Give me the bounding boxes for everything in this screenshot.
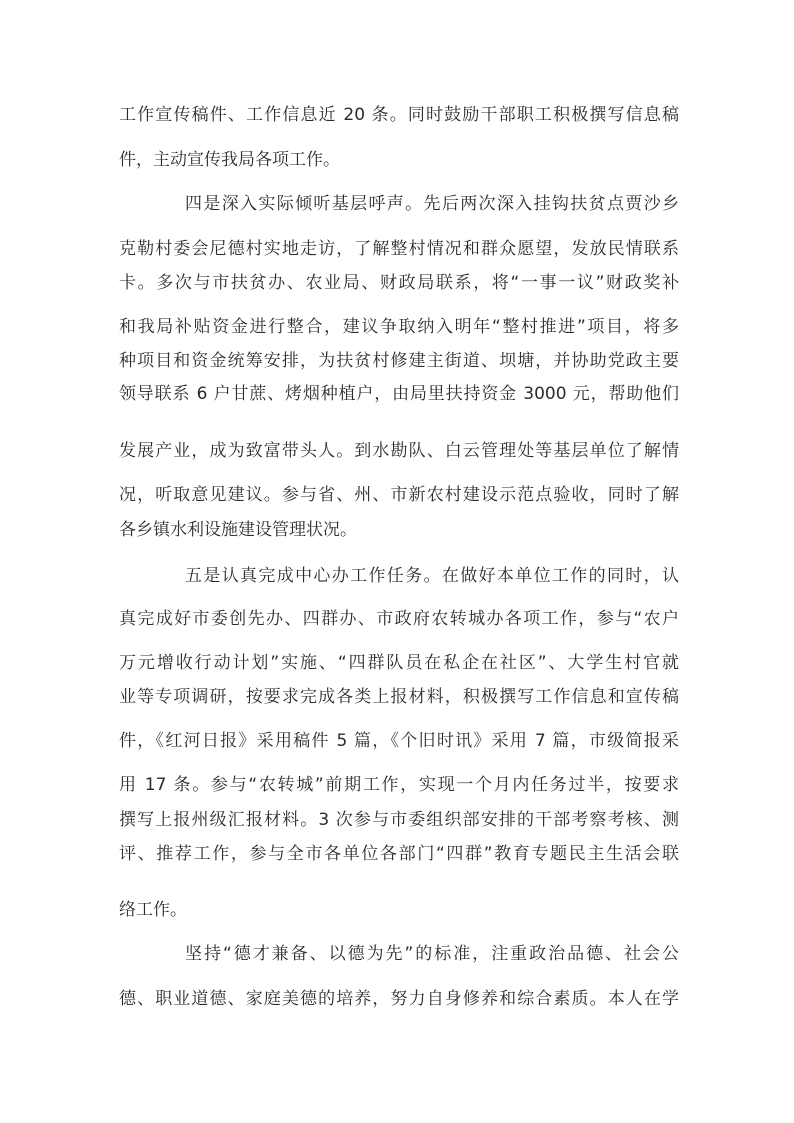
text-line: 撰写上报州级汇报材料。3 次参与市委组织部安排的干部考察考核、测 bbox=[119, 810, 679, 830]
text-line: 工作宣传稿件、工作信息近 20 条。同时鼓励干部职工积极撰写信息稿 bbox=[119, 105, 679, 125]
text-line: 评、推荐工作，参与全市各单位各部门“四群”教育专题民主生活会联 bbox=[119, 844, 679, 864]
paragraph-first-line: 坚持“德才兼备、以德为先”的标准，注重政治品德、社会公 bbox=[185, 944, 679, 964]
text-line: 德、职业道德、家庭美德的培养，努力自身修养和综合素质。本人在学 bbox=[119, 989, 679, 1009]
text-line: 克勒村委会尼德村实地走访，了解整村情况和群众愿望，发放民情联系 bbox=[119, 239, 679, 259]
text-line: 络工作。 bbox=[119, 900, 187, 920]
text-line: 件，主动宣传我局各项工作。 bbox=[119, 150, 340, 170]
paragraph-first-line: 五是认真完成中心办工作任务。在做好本单位工作的同时，认 bbox=[185, 566, 679, 586]
text-line: 卡。多次与市扶贫办、农业局、财政局联系，将“一事一议”财政奖补 bbox=[119, 273, 679, 293]
text-line: 业等专项调研，按要求完成各类上报材料，积极撰写工作信息和宣传稿 bbox=[119, 687, 679, 707]
text-line: 件，《红河日报》采用稿件 5 篇，《个旧时讯》采用 7 篇，市级简报采 bbox=[119, 731, 679, 751]
paragraph-first-line: 四是深入实际倾听基层呼声。先后两次深入挂钩扶贫点贾沙乡 bbox=[185, 194, 679, 214]
text-line: 真完成好市委创先办、四群办、市政府农转城办各项工作，参与“农户 bbox=[119, 609, 679, 629]
text-line: 发展产业，成为致富带头人。到水勘队、白云管理处等基层单位了解情 bbox=[119, 441, 679, 461]
text-line: 种项目和资金统筹安排，为扶贫村修建主街道、坝塘，并协助党政主要 bbox=[119, 351, 679, 371]
text-line: 万元增收行动计划”实施、“四群队员在私企在社区”、大学生村官就 bbox=[119, 653, 679, 673]
text-line: 况，听取意见建议。参与省、州、市新农村建设示范点验收，同时了解 bbox=[119, 485, 679, 505]
text-line: 和我局补贴资金进行整合，建议争取纳入明年“整村推进”项目，将多 bbox=[119, 317, 679, 337]
text-line: 各乡镇水利设施建设管理状况。 bbox=[119, 520, 357, 540]
text-line: 领导联系 6 户甘蔗、烤烟种植户，由局里扶持资金 3000 元，帮助他们 bbox=[119, 384, 679, 404]
text-line: 用 17 条。参与“农转城”前期工作，实现一个月内任务过半，按要求 bbox=[119, 775, 679, 795]
